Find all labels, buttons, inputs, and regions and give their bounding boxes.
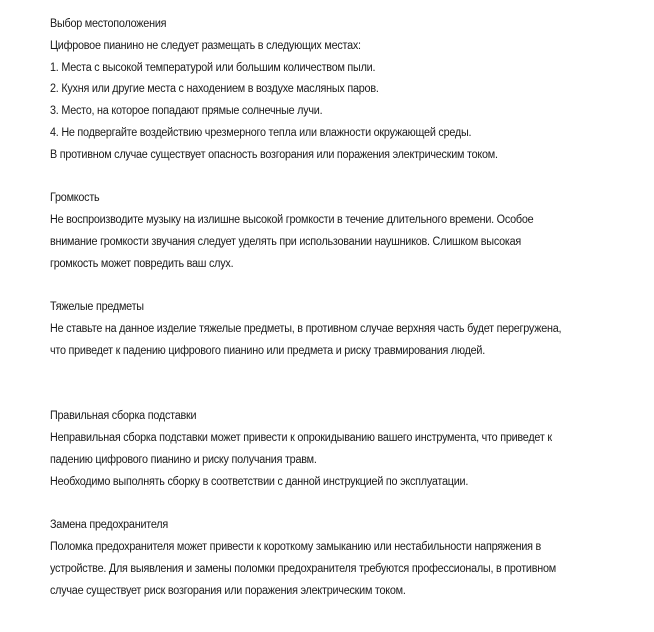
spacer [50, 167, 620, 189]
paragraph-line: Не воспроизводите музыку на излишне высокой громкости в течение длительного времени. Особое [50, 214, 534, 227]
section-location [50, 14, 620, 167]
paragraph-line: 4. Не подвергайте воздействию чрезмерного тепла или влажности окружающей среды. [50, 126, 472, 139]
paragraph-line: что приведет к падению цифрового пианино или предмета и риску травмирования людей. [50, 344, 486, 357]
section-title: Выбор местоположения [50, 18, 167, 30]
paragraph-line: громкость может повредить ваш слух. [50, 257, 234, 270]
paragraph-line: случае существует риск возгорания или поражения электрическим током. [50, 584, 406, 597]
section-fuse-replacement [50, 515, 620, 602]
paragraph-line: Неправильная сборка подставки может привести к опрокидыванию вашего инструмента, что приведет к [50, 432, 552, 445]
paragraph-line: В противном случае существует опасность возгорания или поражения электрическим током. [50, 148, 498, 161]
paragraph-line: 3. Место, на которое попадают прямые солнечные лучи. [50, 105, 323, 118]
section-title: Тяжелые предметы [50, 301, 144, 314]
spacer [50, 276, 620, 298]
paragraph-line: Поломка предохранителя может привести к короткому замыканию или нестабильности напряжения в [50, 541, 542, 554]
paragraph-line: 1. Места с высокой температурой или большим количеством пыли. [50, 61, 376, 74]
section-title: Громкость [50, 192, 100, 205]
section-volume [50, 188, 620, 275]
section-title: Замена предохранителя [50, 519, 168, 532]
paragraph-line: 2. Кухня или другие места с находением в воздухе масляных паров. [50, 83, 379, 96]
paragraph-line: Не ставьте на данное изделие тяжелые предметы, в противном случае верхняя часть будет перегружена, [50, 323, 562, 336]
section-stand-assembly [50, 406, 620, 493]
spacer [50, 494, 620, 516]
spacer [50, 363, 620, 407]
paragraph-line: Необходимо выполнять сборку в соответствии с данной инструкцией по эксплуатации. [50, 475, 469, 488]
section-title: Правильная сборка подставки [50, 410, 197, 423]
paragraph-line: Цифровое пианино не следует размещать в следующих местах: [50, 39, 361, 52]
section-heavy-objects [50, 297, 620, 362]
document-page [50, 14, 620, 603]
paragraph-line: падению цифрового пианино и риску получания травм. [50, 453, 317, 466]
paragraph-line: устройстве. Для выявления и замены поломки предохранителя требуются профессионалы, в противном [50, 562, 556, 575]
paragraph-line: внимание громкости звучания следует уделять при использовании наушников. Слишком высокая [50, 235, 522, 248]
